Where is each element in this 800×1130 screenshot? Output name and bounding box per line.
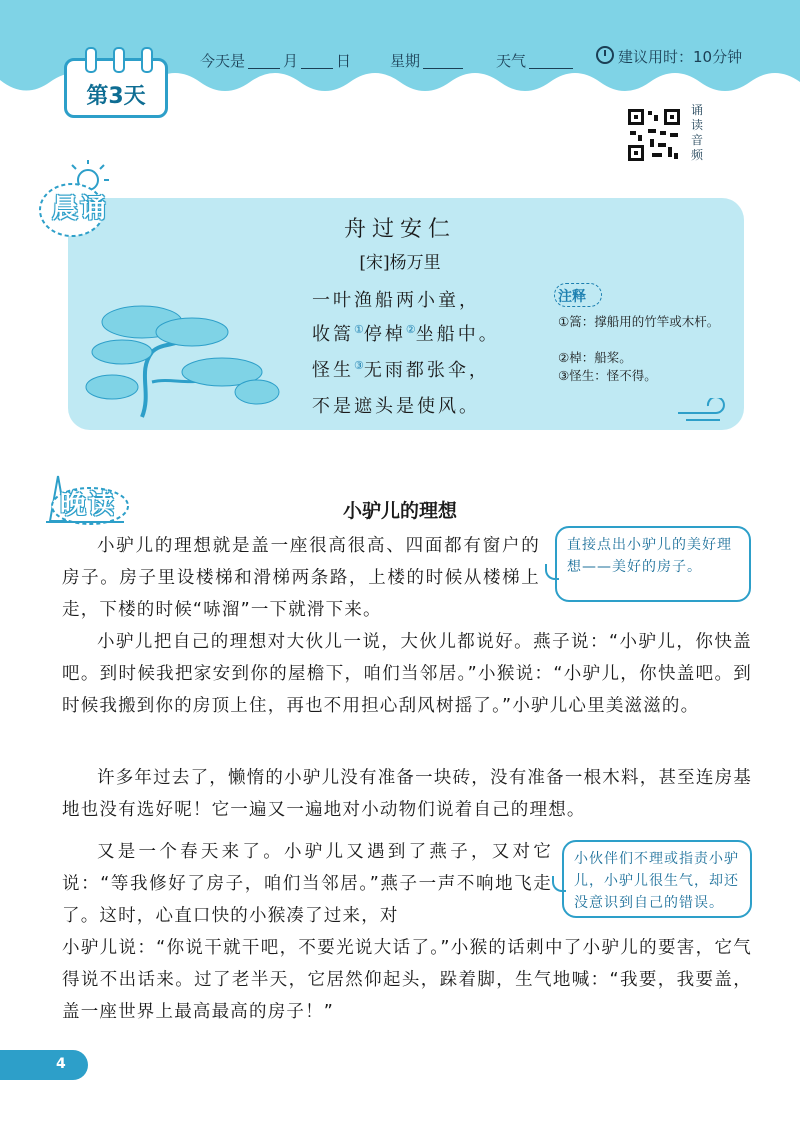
suggested-time: 建议用时：10分钟 [596,46,742,67]
weather-blank[interactable] [529,54,573,69]
note-item: ②棹：船桨。 [558,350,632,365]
annotation-callout: 小伙伴们不理或指责小驴儿，小驴儿很生气，却还没意识到自己的错误。 [562,840,752,918]
pine-tree-illustration [82,292,282,422]
note-marker: ③ [354,359,364,372]
note-item: ①篙：撑船用的竹竿或木杆。 [558,314,720,329]
note-marker: ② [405,323,416,336]
calendar-ring-icon [141,47,153,73]
page-number-tab [0,1050,88,1080]
day-blank[interactable] [301,54,333,69]
calendar-ring-icon [113,47,125,73]
evening-badge: 晚读 [60,490,117,520]
qr-label: 诵读音频 [691,103,704,162]
clock-icon [596,46,614,64]
story-paragraph: 小驴儿说：“你说干就干吧，不要光说大话了。”小猴的话刺中了小驴儿的要害，它气得说不出话来。过了老半天，它居然仰起头，跺着脚，生气地喊：“我要，我要盖，盖一座世界上最高最高的房子！” [62,938,752,1022]
story-paragraph: 小驴儿把自己的理想对大伙儿一说，大伙儿都说好。燕子说：“小驴儿，你快盖吧。到时候我把家安到你的屋檐下，咱们当邻居。”小猴说：“小驴儿，你快盖吧。到时候我搬到你的房顶上住，再也不用担心刮风树摇了。”小驴儿心里美滋滋的。 [62,632,752,716]
poem-line: 一叶渔船两小童， [312,290,480,311]
note-item: ③怪生：怪不得。 [558,368,657,383]
morning-badge: 晨诵 [52,194,109,224]
page-number: 4 [56,1056,66,1072]
annotation-callout: 直接点出小驴儿的美好理想——美好的房子。 [555,526,751,602]
poem-line: 收篙①停棹②坐船中。 [312,323,500,345]
month-blank[interactable] [248,54,280,69]
poem-line: 怪生③无雨都张伞， [312,359,490,381]
calendar-ring-icon [85,47,97,73]
day-label: 第3天 [86,84,146,109]
qr-code-icon[interactable] [626,107,682,163]
day-badge [64,58,168,118]
story-paragraph: 许多年过去了，懒惰的小驴儿没有准备一块砖，没有准备一根木料，甚至连房基地也没有选好呢！它一遍又一遍地对小动物们说着自己的理想。 [62,768,752,820]
story-paragraph: 又是一个春天来了。小驴儿又遇到了燕子，又对它说：“等我修好了房子，咱们当邻居。”燕子一声不响地飞走了。这时，心直口快的小猴凑了过来，对 [62,842,552,926]
notes-title: 注释 [558,286,586,306]
note-marker: ① [354,323,364,336]
story-title: 小驴儿的理想 [342,500,457,522]
weekday-blank[interactable] [423,54,463,69]
weekday-field[interactable]: 星期 [390,50,466,71]
scroll-curl-decoration [676,398,726,428]
weather-field[interactable]: 天气 [496,50,576,71]
poem-title: 舟过安仁 [343,217,456,242]
story-paragraph: 小驴儿的理想就是盖一座很高很高、四面都有窗户的房子。房子里设楼梯和滑梯两条路，上楼的时候从楼梯上走，下楼的时候“哧溜”一下就滑下来。 [62,536,540,620]
poem-line: 不是遮头是使风。 [312,396,480,417]
date-field[interactable]: 今天是 月 日 [200,52,352,70]
poem-author: [宋]杨万里 [359,253,441,273]
